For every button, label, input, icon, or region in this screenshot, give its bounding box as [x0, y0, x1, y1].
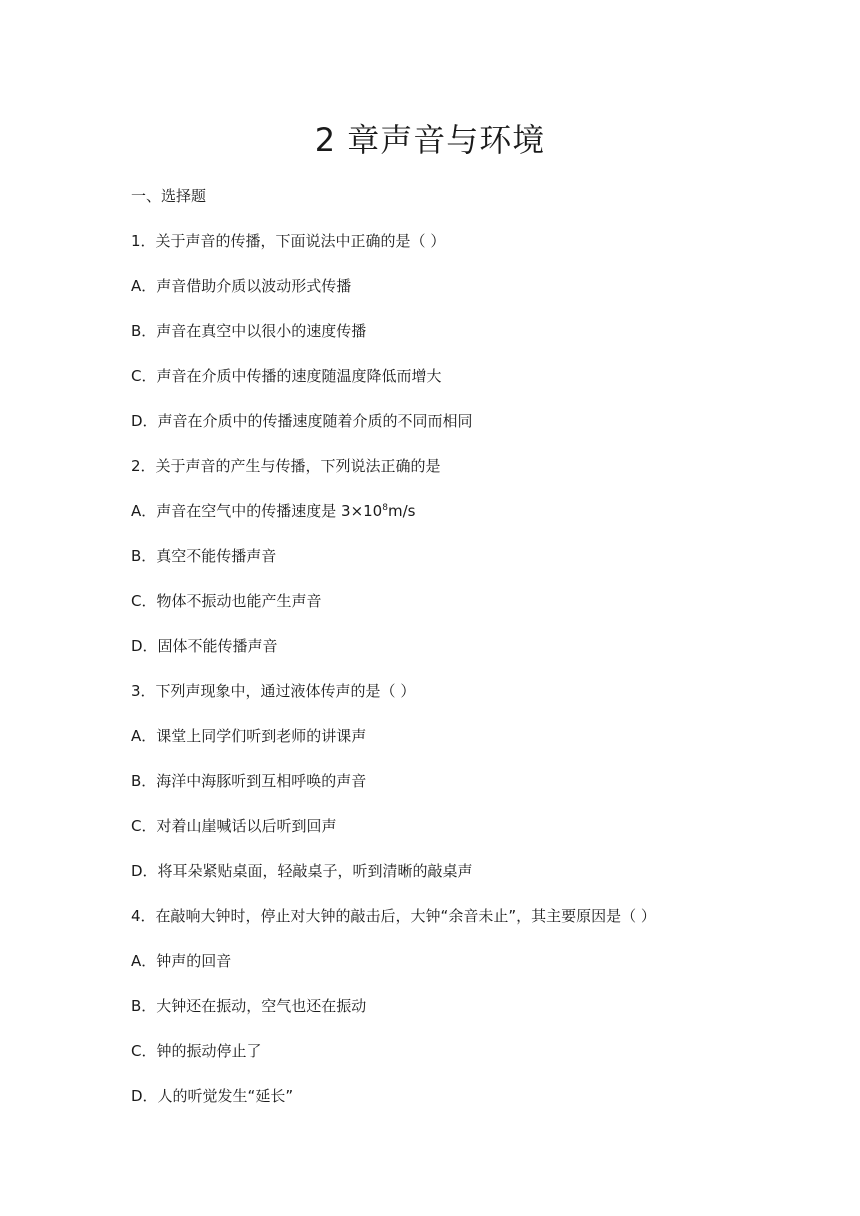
option-a: A．课堂上同学们听到老师的讲课声 — [131, 727, 367, 745]
option-d: D．人的听觉发生“延长” — [131, 1087, 294, 1105]
option-d: D．声音在介质中的传播速度随着介质的不同而相同 — [131, 412, 473, 430]
option-a — [131, 498, 821, 543]
option-c: C．对着山崖喊话以后听到回声 — [131, 817, 337, 835]
question-stem: 4．在敲响大钟时，停止对大钟的敲击后，大钟“余音未止”，其主要原因是（ ） — [131, 907, 656, 925]
question-stem: 3．下列声现象中，通过液体传声的是（ ） — [131, 682, 416, 700]
option-d: D．将耳朵紧贴桌面，轻敲桌子，听到清晰的敲桌声 — [131, 862, 473, 880]
option-b: B．真空不能传播声音 — [131, 547, 277, 565]
option-c: C．钟的振动停止了 — [131, 1042, 262, 1060]
section-heading: 一、选择题 — [131, 187, 207, 205]
option-b: B．大钟还在振动，空气也还在振动 — [131, 997, 367, 1015]
option-c: C．物体不振动也能产生声音 — [131, 592, 322, 610]
option-b: B．海洋中海豚听到互相呼唤的声音 — [131, 772, 367, 790]
option-b: B．声音在真空中以很小的速度传播 — [131, 322, 367, 340]
option-text-suffix: m/s — [387, 502, 416, 520]
option-a: A．声音借助介质以波动形式传播 — [131, 277, 352, 295]
question-list — [131, 183, 821, 1128]
question-stem: 1．关于声音的传播，下面说法中正确的是（ ） — [131, 232, 446, 250]
option-d: D．固体不能传播声音 — [131, 637, 278, 655]
option-a: A．钟声的回音 — [131, 952, 232, 970]
document-title: 2 章声音与环境 — [314, 121, 546, 159]
option-text-prefix: A．声音在空气中的传播速度是 3×10 — [131, 502, 383, 520]
exponent: 8 — [382, 503, 388, 513]
question-stem: 2．关于声音的产生与传播，下列说法正确的是 — [131, 457, 441, 475]
option-c: C．声音在介质中传播的速度随温度降低而增大 — [131, 367, 442, 385]
